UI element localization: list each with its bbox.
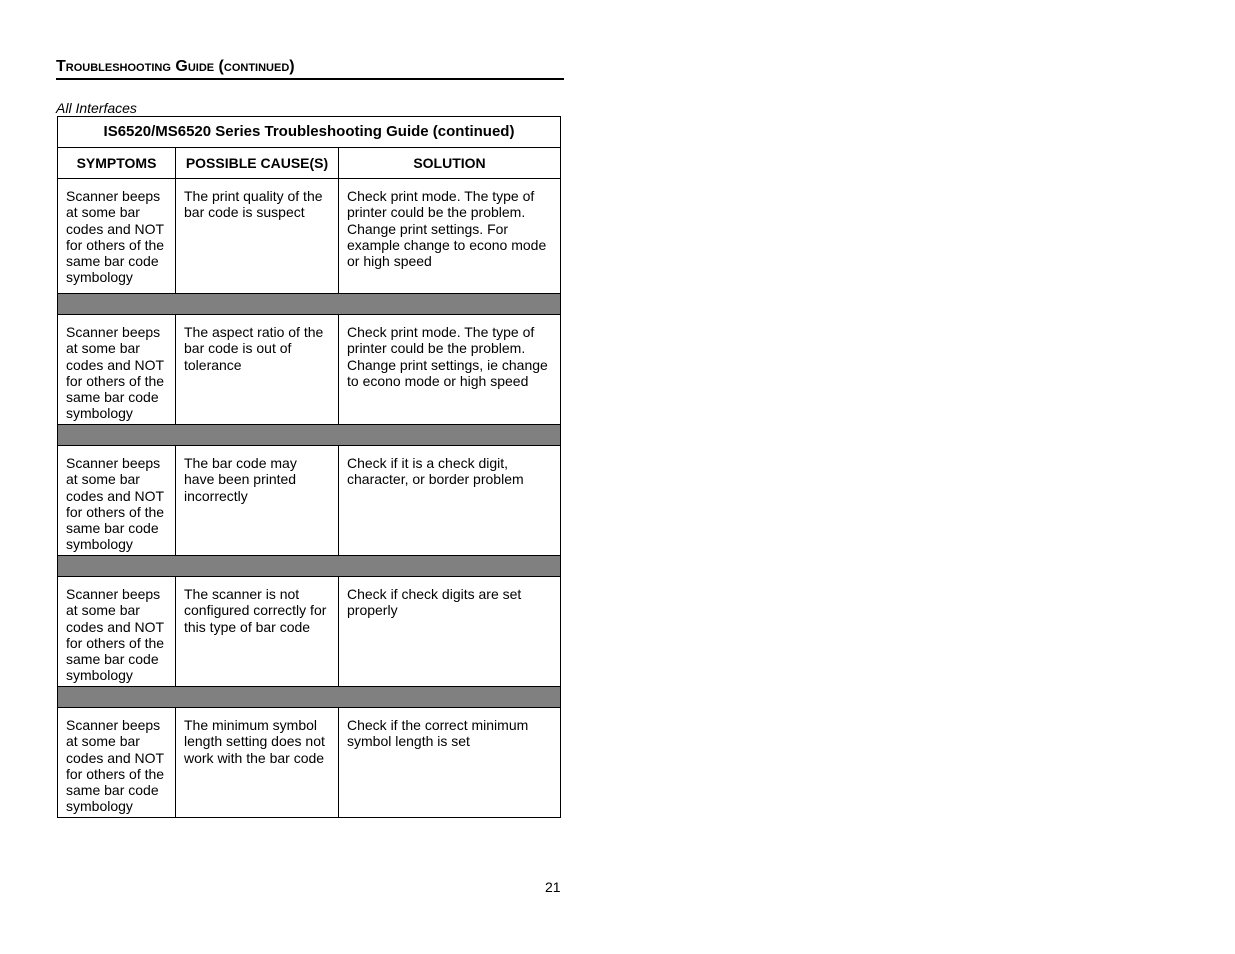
cause-cell: The minimum symbol length setting does not work with the bar code xyxy=(176,708,339,818)
table-row xyxy=(58,315,561,425)
solution-cell: Check if the correct minimum symbol length is set xyxy=(339,708,561,818)
symptom-cell: Scanner beeps at some bar codes and NOT for others of the same bar code symbology xyxy=(58,315,176,425)
troubleshooting-table xyxy=(57,116,561,818)
column-header-causes: POSSIBLE CAUSE(S) xyxy=(176,148,339,179)
column-header-symptoms: SYMPTOMS xyxy=(58,148,176,179)
row-separator xyxy=(58,687,561,708)
row-separator xyxy=(58,556,561,577)
cause-cell: The bar code may have been printed incorrectly xyxy=(176,446,339,556)
symptom-cell: Scanner beeps at some bar codes and NOT for others of the same bar code symbology xyxy=(58,708,176,818)
solution-cell: Check print mode. The type of printer could be the problem. Change print settings. For example change to econo mode or high speed xyxy=(339,179,561,294)
row-separator xyxy=(58,425,561,446)
table-row xyxy=(58,708,561,818)
symptom-cell: Scanner beeps at some bar codes and NOT for others of the same bar code symbology xyxy=(58,446,176,556)
table-row xyxy=(58,179,561,294)
column-header-solution: SOLUTION xyxy=(339,148,561,179)
cause-cell: The print quality of the bar code is suspect xyxy=(176,179,339,294)
interfaces-label: All Interfaces xyxy=(56,100,137,116)
symptom-cell: Scanner beeps at some bar codes and NOT for others of the same bar code symbology xyxy=(58,577,176,687)
table-row xyxy=(58,446,561,556)
symptom-cell: Scanner beeps at some bar codes and NOT for others of the same bar code symbology xyxy=(58,179,176,294)
section-heading: Troubleshooting Guide (continued) xyxy=(56,57,564,80)
cause-cell: The scanner is not configured correctly for this type of bar code xyxy=(176,577,339,687)
table-row xyxy=(58,577,561,687)
solution-cell: Check if check digits are set properly xyxy=(339,577,561,687)
solution-cell: Check if it is a check digit, character, or border problem xyxy=(339,446,561,556)
cause-cell: The aspect ratio of the bar code is out of tolerance xyxy=(176,315,339,425)
row-separator xyxy=(58,294,561,315)
page-number: 21 xyxy=(545,879,561,895)
table-title: IS6520/MS6520 Series Troubleshooting Guide (continued) xyxy=(58,117,561,148)
solution-cell: Check print mode. The type of printer could be the problem. Change print settings, ie change to econo mode or high speed xyxy=(339,315,561,425)
